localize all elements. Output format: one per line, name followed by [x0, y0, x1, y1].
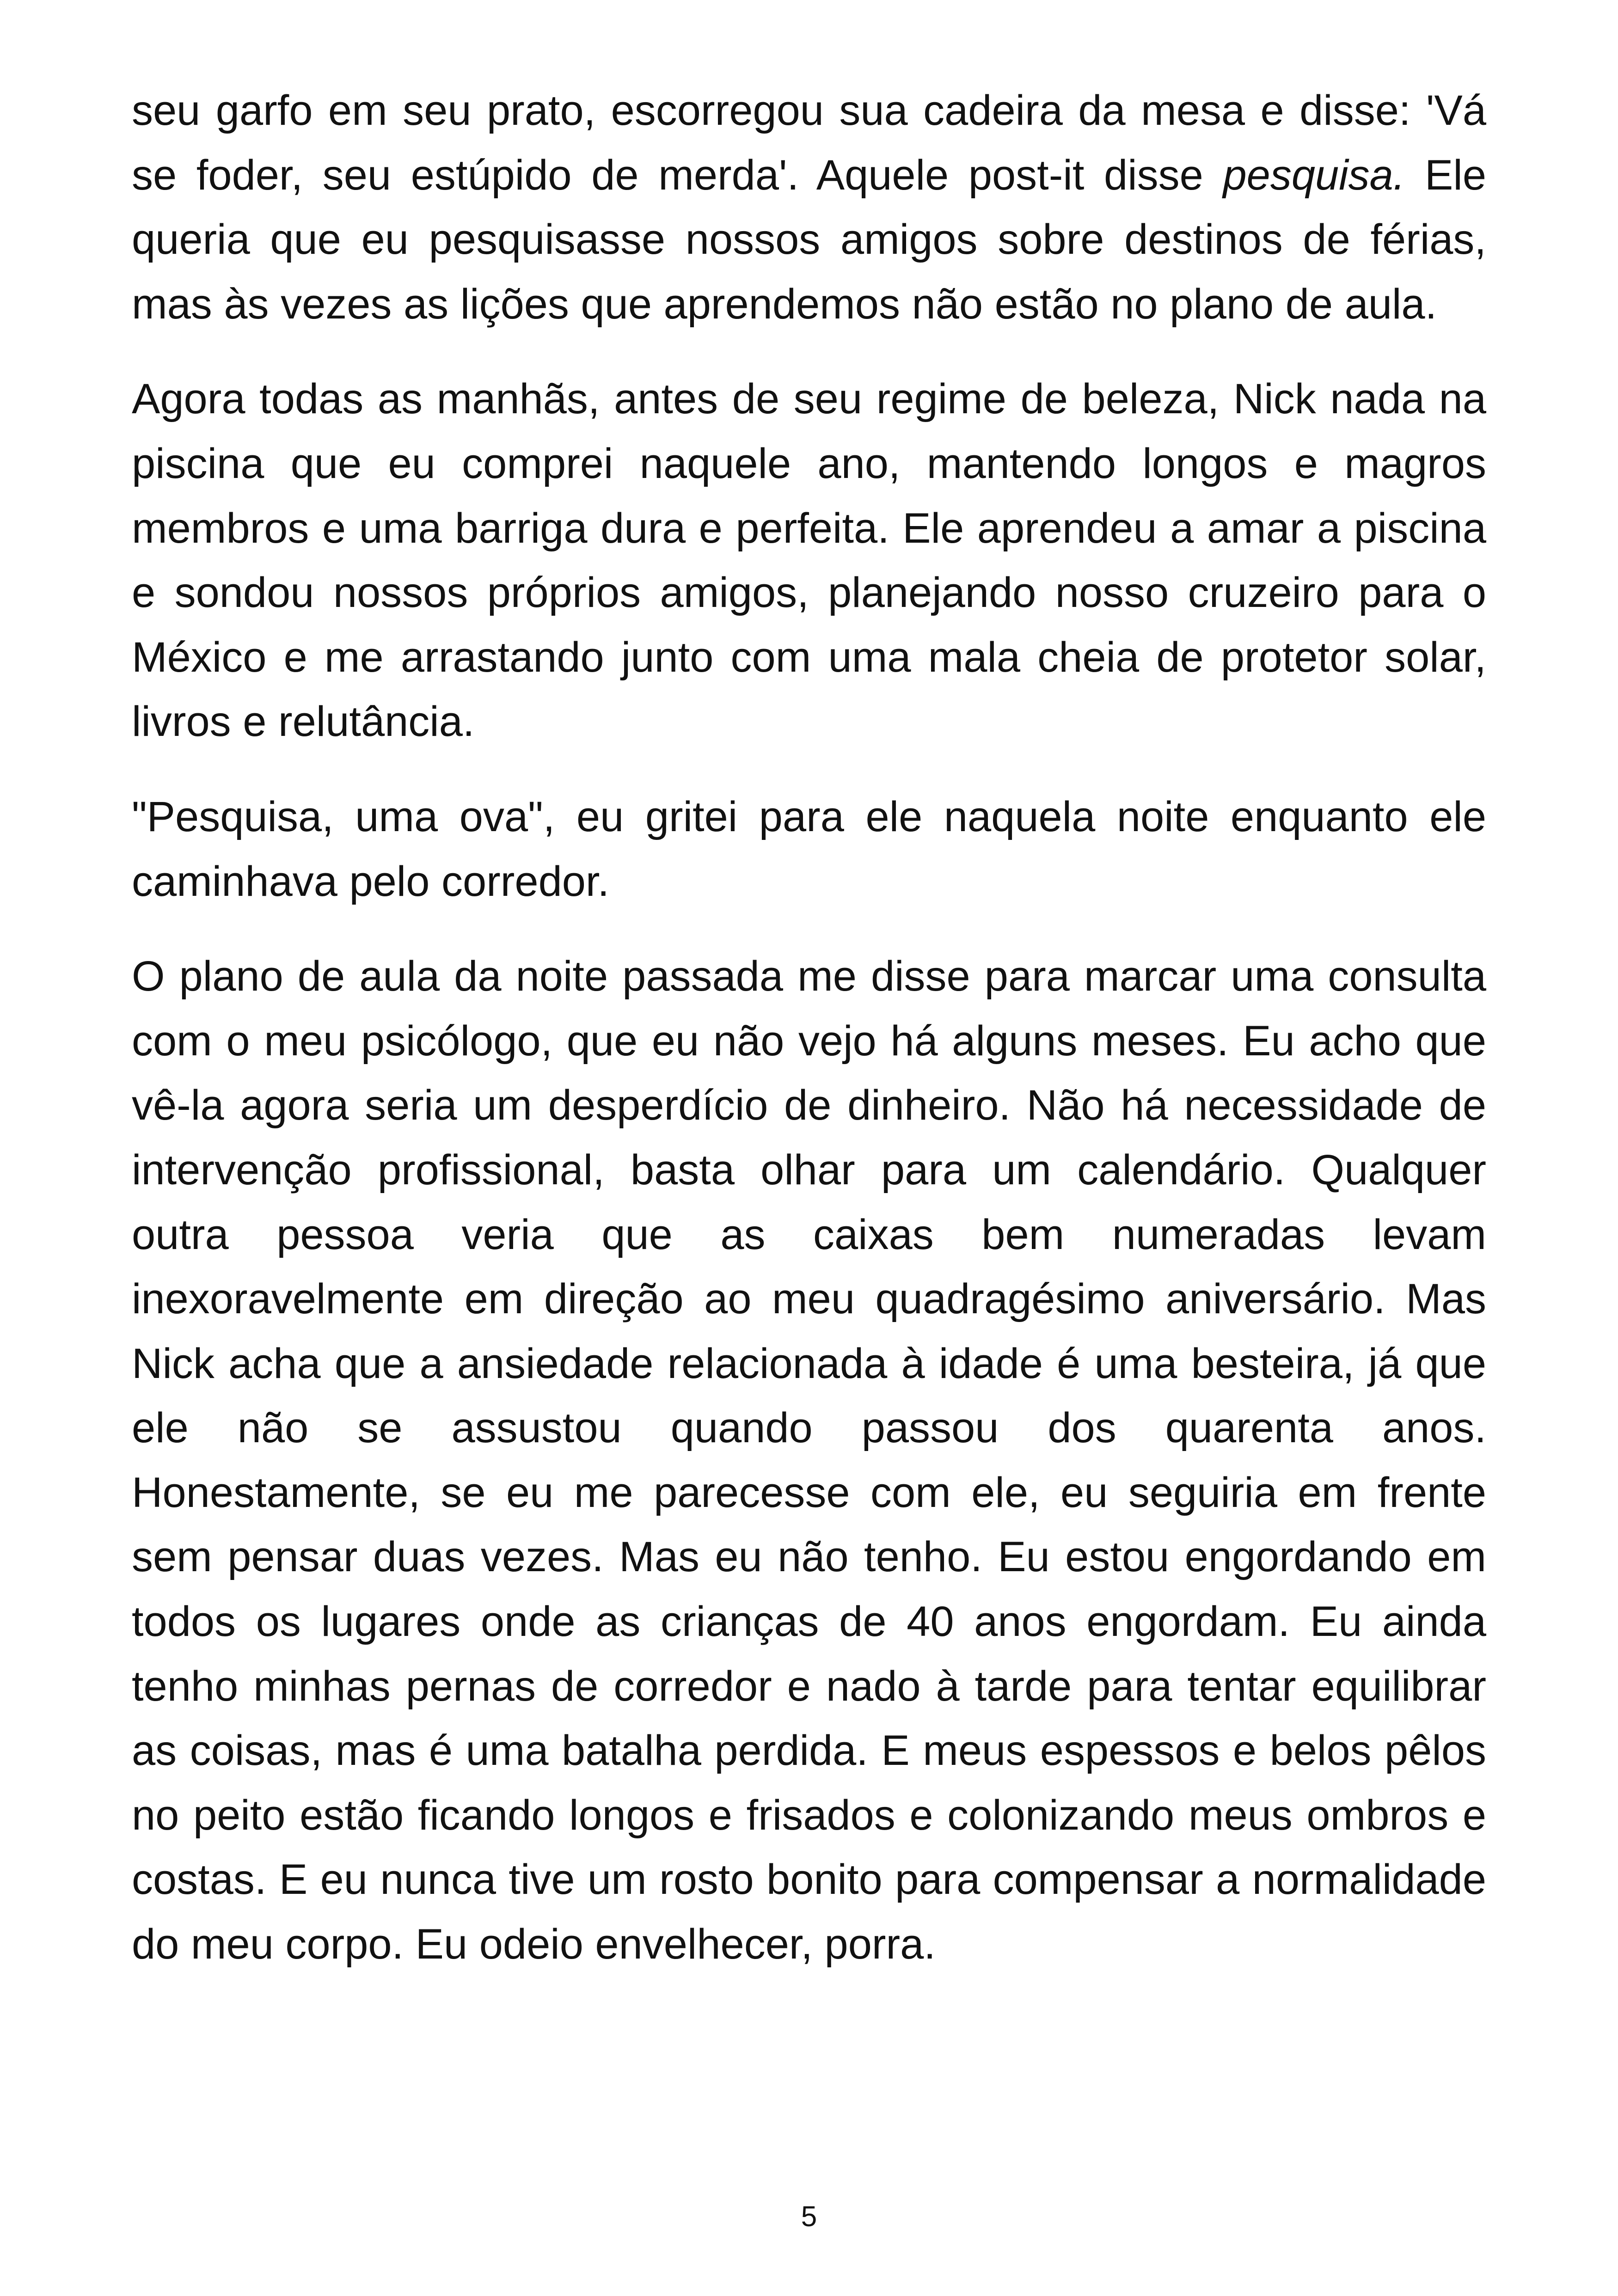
- paragraph-1-text-end: Ele queria que eu pesquisasse nossos amigos sobre destinos de férias, mas às vezes as lições que aprendemos não estão no plano de aula.: [132, 151, 1486, 328]
- paragraph-4: O plano de aula da noite passada me disse para marcar uma consulta com o meu psicólogo, que eu não vejo há alguns meses. Eu acho que vê-la agora seria um desperdício de dinheiro. Não há necessidade de intervenção profissional, basta olhar para um calendário. Qualquer outra pessoa veria que as caixas bem numeradas levam inexoravelmente em direção ao meu quadragésimo aniversário. Mas Nick acha que a ansiedade relacionada à idade é uma besteira, já que ele não se assustou quando passou dos quarenta anos. Honestamente, se eu me parecesse com ele, eu seguiria em frente sem pensar duas vezes. Mas eu não tenho. Eu estou engordando em todos os lugares onde as crianças de 40 anos engordam. Eu ainda tenho minhas pernas de corredor e nado à tarde para tentar equilibrar as coisas, mas é uma batalha perdida. E meus espessos e belos pêlos no peito estão ficando longos e frisados e colonizando meus ombros e costas. E eu nunca tive um rosto bonito para compensar a normalidade do meu corpo. Eu odeio envelhecer, porra.: [132, 953, 1486, 1968]
- page-number: 5: [801, 2201, 817, 2233]
- paragraph-1: [132, 79, 1486, 337]
- page-body: [132, 79, 1486, 2008]
- paragraph-2: Agora todas as manhãs, antes de seu regime de beleza, Nick nada na piscina que eu comprei naquele ano, mantendo longos e magros membros e uma barriga dura e perfeita. Ele aprendeu a amar a piscina e sondou nossos próprios amigos, planejando nosso cruzeiro para o México e me arrastando junto com uma mala cheia de protetor solar, livros e relutância.: [132, 375, 1486, 746]
- paragraph-1-text: seu garfo em seu prato, escorregou sua cadeira da mesa e disse: 'Vá se foder, seu estúpido de merda'. Aquele post-it disse: [132, 87, 1486, 199]
- paragraph-1-emphasis: pesquisa.: [1223, 151, 1405, 199]
- paragraph-3: "Pesquisa, uma ova", eu gritei para ele naquela noite enquanto ele caminhava pelo corredor.: [132, 793, 1486, 905]
